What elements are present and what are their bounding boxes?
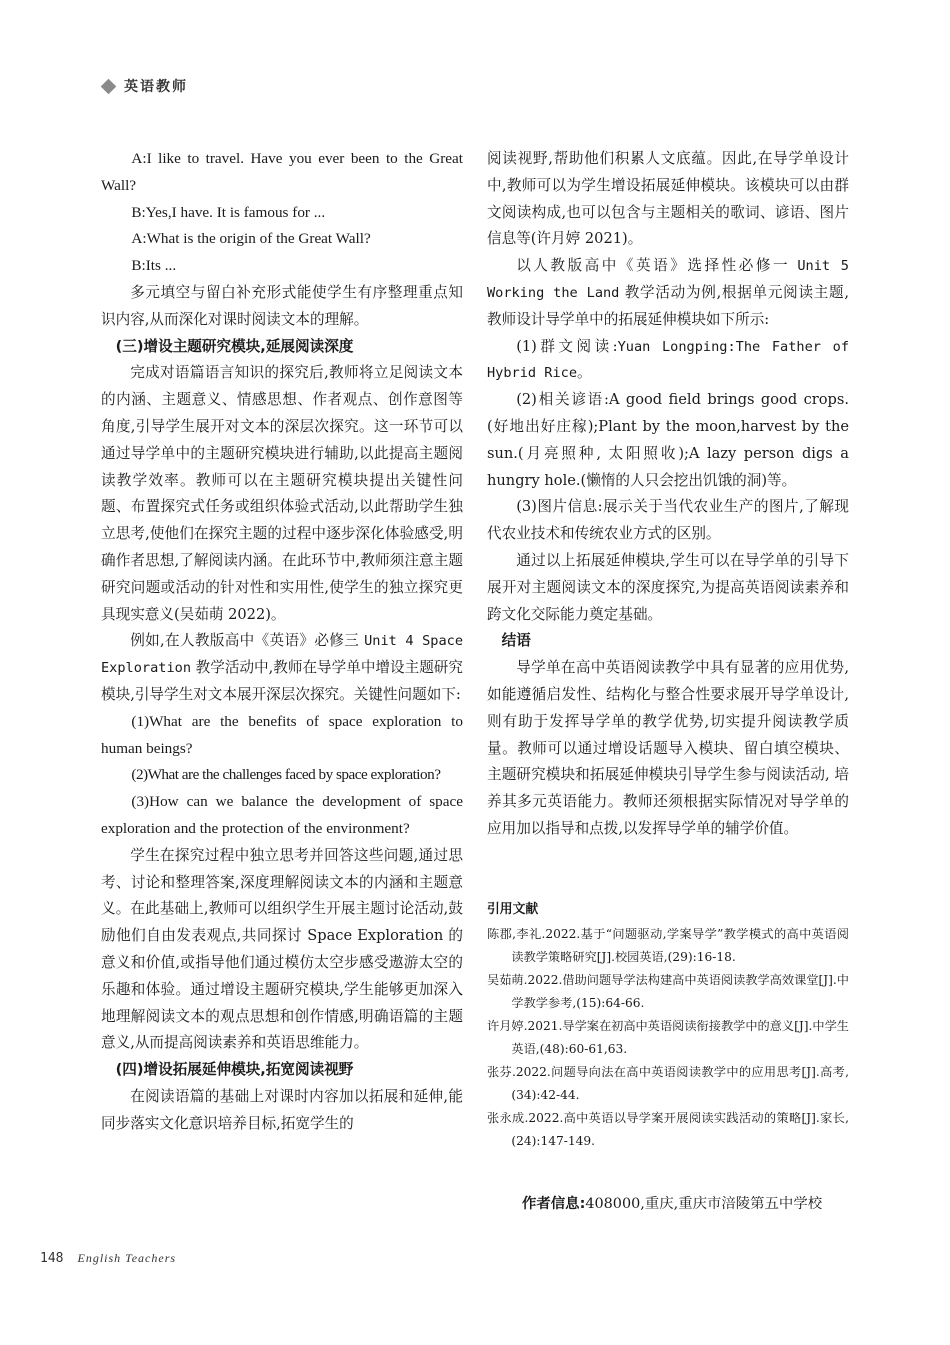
key-question: (2)What are the challenges faced by space exploration?	[131, 766, 441, 784]
page-header	[103, 76, 188, 96]
paragraph: 完成对语篇语言知识的探究后,教师将立足阅读文本的内涵、主题意义、情感思想、作者观点、创作意图等角度,引导学生展开对文本的深层次探究。这一环节可以通过导学单中的主题研究模块进行辅助,以此提高主题阅读教学效率。教师可以在主题研究模块提出关键性问题、布置探究式任务或组织体验式活动,以此帮助学生独立思考,使他们在探究主题的过程中逐步深化体验感受,明确作者思想,了解阅读内涵。在此环节中,教师须注意主题研究问题或活动的针对性和实用性,使学生的独立探究更具现实意义(吴茹萌 2022)。	[101, 364, 463, 623]
author-info-label: 作者信息:	[522, 1196, 586, 1212]
paragraph: 通过以上拓展延伸模块,学生可以在导学单的引导下展开对主题阅读文本的深度探究,为提高英语阅读素养和跨文化交际能力奠定基础。	[487, 551, 849, 623]
paragraph: 阅读视野,帮助他们积累人文底蕴。因此,在导学单设计中,教师可以为学生增设拓展延伸模块。该模块可以由群文阅读构成,也可以包含与主题相关的歌词、谚语、图片信息等(许月婷 2021)。	[487, 150, 849, 248]
paragraph: 学生在探究过程中独立思考并回答这些问题,通过思考、讨论和整理答案,深度理解阅读文本的内涵和主题意义。在此基础上,教师可以组织学生开展主题讨论活动,鼓励他们自由发表观点,共同探讨 Space Exploration 的意义和价值,或指导他们通过模仿太空步感受遨游太空的乐趣和体验。通过增设主题研究模块,学生能够更加深入地理解阅读文本的观点思想和创作情感,明确语篇的主题意义,从而提高阅读素养和英语思维能力。	[101, 846, 463, 1052]
section-heading: (四)增设拓展延伸模块,拓宽阅读视野	[115, 1061, 354, 1079]
paragraph: 导学单在高中英语阅读教学中具有显著的应用优势,如能遵循启发性、结构化与整合性要求展开导学单设计, 则有助于发挥导学单的教学优势,切实提升阅读教学质量。教师可以通过增设话题导入模块、留白填空模块、主题研究模块和拓展延伸模块引导学生参与阅读活动, 培养其多元英语能力。教师还须根据实际情况对导学单的应用加以指导和点拨,以发挥导学单的辅学价值。	[487, 659, 849, 837]
reading-title: Yuan Longping:The Father of Hybrid Rice	[487, 338, 849, 382]
text-run: 教学活动中,教师在导学单中增设主题研究模块,引导学生对文本展开深层次探究。关键性问题如下:	[101, 659, 463, 703]
right-column	[487, 146, 849, 843]
key-question: (3)How can we balance the development of space exploration and the protection of the environment?	[101, 793, 463, 837]
text-run: 。	[577, 364, 592, 382]
journal-header-title: 英语教师	[124, 79, 188, 95]
journal-name-footer: English Teachers	[77, 1251, 177, 1265]
text-run: 教学活动为例,根据单元阅读主题,教师设计导学单中的拓展延伸模块如下所示:	[487, 283, 850, 328]
dialogue-line: B:Yes,I have. It is famous for ...	[131, 203, 326, 221]
dialogue-line: A:What is the origin of the Great Wall?	[131, 230, 371, 248]
dialogue-line: A:I like to travel. Have you ever been to the Great Wall?	[101, 150, 463, 194]
unit-title: Unit 5 Working the Land	[487, 258, 849, 301]
conclusion-heading: 结语	[501, 632, 531, 650]
page-footer	[40, 1251, 176, 1266]
list-item: (2)相关谚语:A good field brings good crops.(好地出好庄稼);Plant by the moon,harvest by the sun.(月亮照种, 太阳照收);A lazy person digs a hungry hole.(懒惰的人只会挖出饥饿的洞)等。	[487, 391, 849, 489]
reference-item: 张芬.2022.问题导向法在高中英语阅读教学中的应用思考[J].高考,(34):42-44.	[487, 1065, 849, 1102]
page-number: 148	[40, 1251, 64, 1266]
reference-item: 吴茹萌.2022.借助问题导学法构建高中英语阅读教学高效课堂[J].中学教学参考,(15):64-66.	[487, 973, 849, 1010]
author-info	[522, 1192, 822, 1213]
references	[487, 898, 849, 1153]
dialogue-line: B:Its ...	[131, 257, 177, 275]
text-run: 以人教版高中《英语》选择性必修一	[516, 257, 791, 275]
paragraph: 在阅读语篇的基础上对课时内容加以拓展和延伸,能同步落实文化意识培养目标,拓宽学生的	[101, 1087, 463, 1132]
key-question: (1)What are the benefits of space exploration to human beings?	[101, 712, 463, 757]
left-column	[101, 146, 463, 1137]
text-run: 例如,在人教版高中《英语》必修三	[130, 632, 360, 650]
reference-item: 张永成.2022.高中英语以导学案开展阅读实践活动的策略[J].家长,(24):147-149.	[487, 1111, 849, 1148]
paragraph: 多元填空与留白补充形式能使学生有序整理重点知识内容,从而深化对课时阅读文本的理解。	[101, 283, 463, 328]
text-run: (1)群文阅读:	[516, 337, 618, 355]
section-heading: (三)增设主题研究模块,延展阅读深度	[115, 337, 354, 355]
author-info-text: 408000,重庆,重庆市涪陵第五中学校	[585, 1196, 823, 1212]
references-title: 引用文献	[487, 902, 539, 917]
paragraph	[101, 628, 463, 708]
list-item: (3)图片信息:展示关于当代农业生产的图片,了解现代农业技术和传统农业方式的区别。	[487, 498, 849, 543]
list-item	[487, 334, 849, 388]
paragraph	[487, 253, 849, 333]
unit-title: Unit 4 Space Exploration	[101, 633, 464, 677]
reference-item: 陈郡,李礼.2022.基于“问题驱动,学案导学”教学模式的高中英语阅读教学策略研究[J].校园英语,(29):16-18.	[487, 927, 849, 964]
reference-item: 许月婷.2021.导学案在初高中英语阅读衔接教学中的意义[J].中学生英语,(48):60-61,63.	[487, 1019, 849, 1056]
diamond-icon	[101, 78, 117, 94]
